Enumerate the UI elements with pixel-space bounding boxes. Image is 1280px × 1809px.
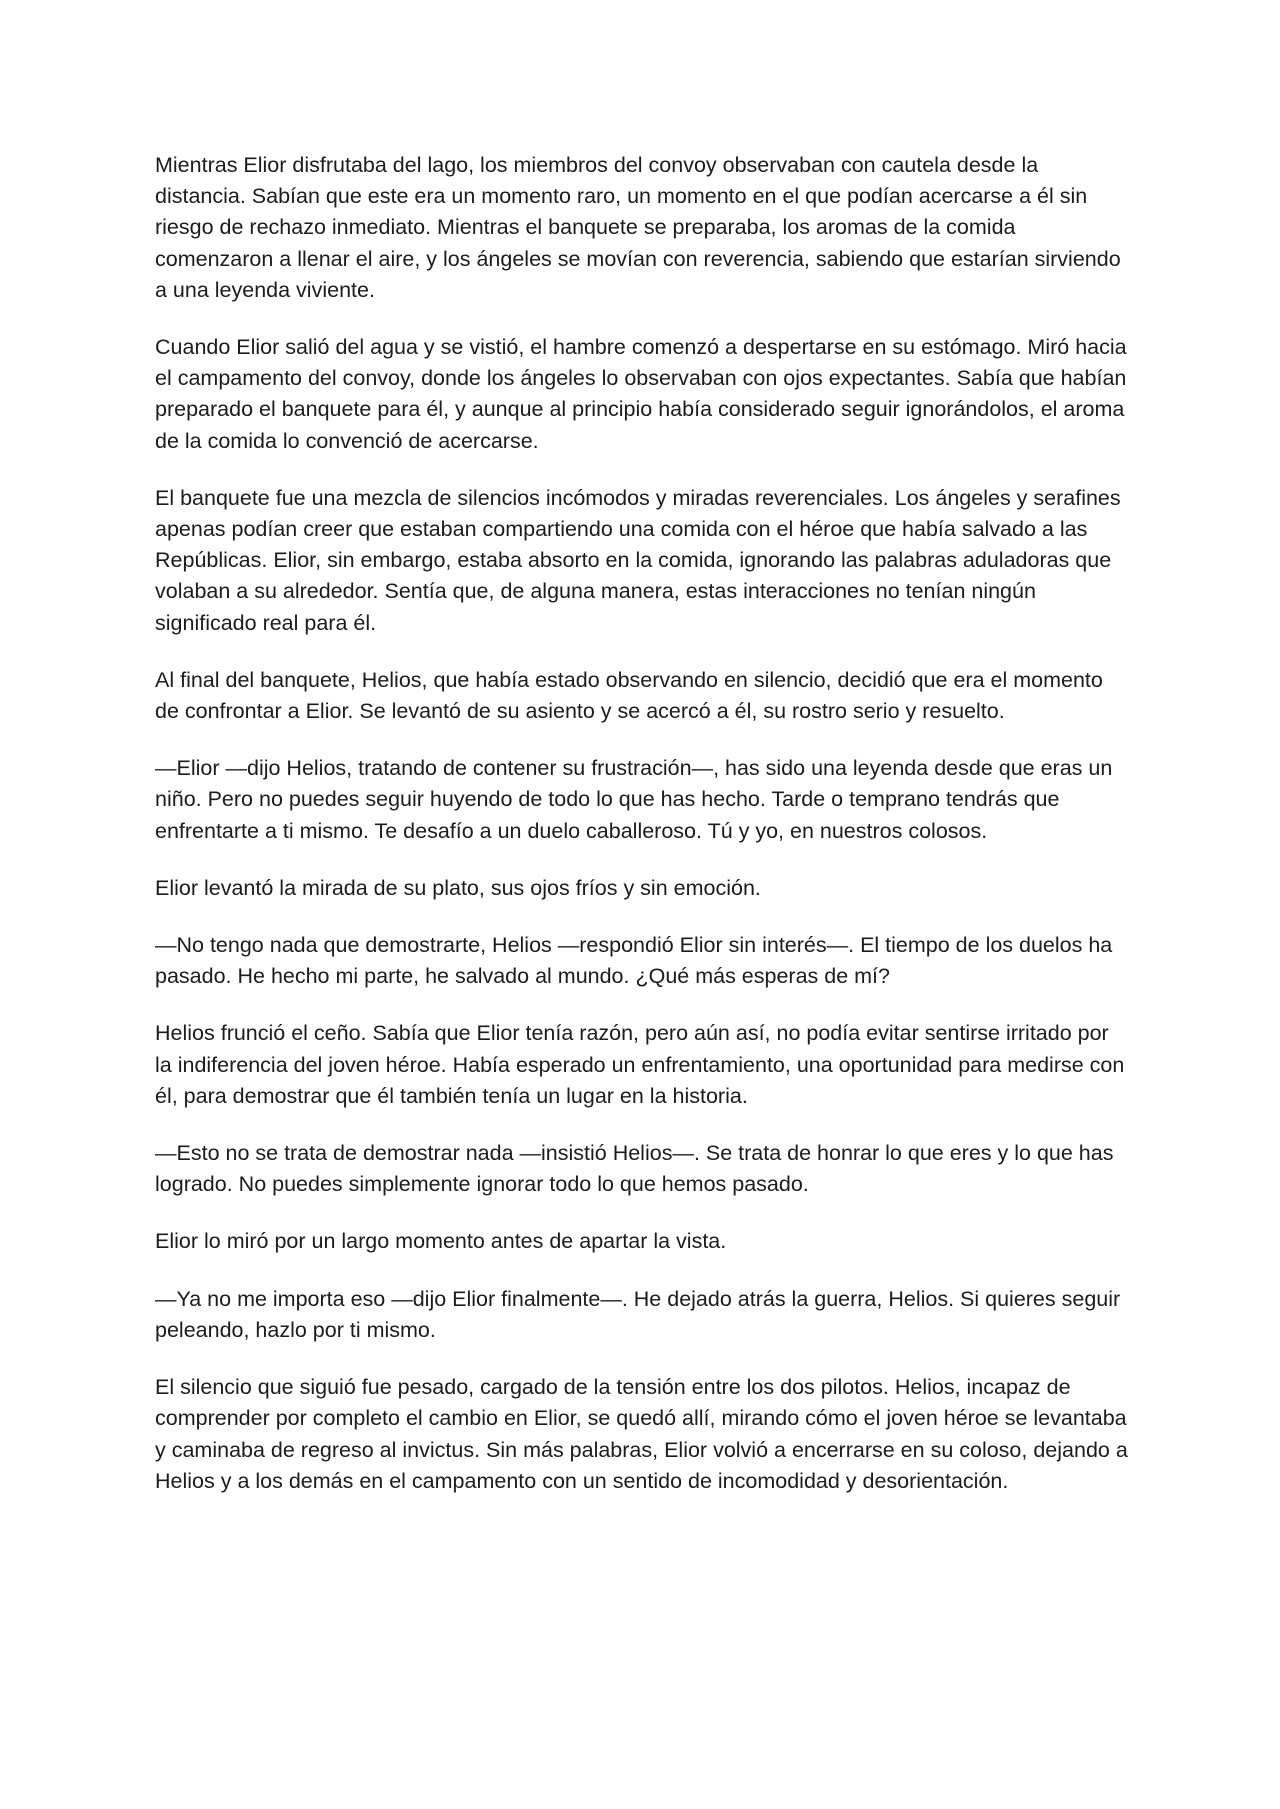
paragraph-12: El silencio que siguió fue pesado, cargado de la tensión entre los dos pilotos. Helios, incapaz de comprender por completo el cambio en Elior, se quedó allí, mirando cómo el joven héroe se levantaba y caminaba de regreso al invictus. Sin más palabras, Elior volvió a encerrarse en su coloso, dejando a Helios y a los demás en el campamento con un sentido de incomodidad y desorientación.: [155, 1375, 1128, 1493]
paragraph-6: Elior levantó la mirada de su plato, sus ojos fríos y sin emoción.: [155, 875, 761, 900]
paragraph-11: —Ya no me importa eso —dijo Elior finalmente—. He dejado atrás la guerra, Helios. Si quieres seguir peleando, hazlo por ti mismo.: [155, 1286, 1121, 1342]
paragraph-4: Al final del banquete, Helios, que había estado observando en silencio, decidió que era el momento de confrontar a Elior. Se levantó de su asiento y se acercó a él, su rostro serio y resuelto.: [155, 667, 1103, 724]
paragraph-1: Mientras Elior disfrutaba del lago, los miembros del convoy observaban con cautela desde la distancia. Sabían que este era un momento raro, un momento en el que podían acercarse a él sin riesgo de rechazo inmediato. Mientras el banquete se preparaba, los aromas de la comida comenzaron a llenar el aire, y los ángeles se movían con reverencia, sabiendo que estarían sirviendo a una leyenda viviente.: [155, 153, 1121, 302]
paragraph-9: —Esto no se trata de demostrar nada —insistió Helios—. Se trata de honrar lo que eres y lo que has logrado. No puedes simplemente ignorar todo lo que hemos pasado.: [155, 1141, 1114, 1197]
paragraph-7: —No tengo nada que demostrarte, Helios —respondió Elior sin interés—. El tiempo de los duelos ha pasado. He hecho mi parte, he salvado al mundo. ¿Qué más esperas de mí?: [155, 933, 1113, 989]
paragraph-10: Elior lo miró por un largo momento antes de apartar la vista.: [155, 1229, 727, 1254]
body-text: [155, 150, 1130, 1523]
paragraph-3: El banquete fue una mezcla de silencios incómodos y miradas reverenciales. Los ángeles y serafines apenas podían creer que estaban compartiendo una comida con el héroe que había salvado a las Repúblicas. Elior, sin embargo, estaba absorto en la comida, ignorando las palabras aduladoras que volaban a su alrededor. Sentía que, de alguna manera, estas interacciones no tenían ningún significado real para él.: [155, 485, 1121, 635]
paragraph-5: —Elior —dijo Helios, tratando de contener su frustración—, has sido una leyenda desde que eras un niño. Pero no puedes seguir huyendo de todo lo que has hecho. Tarde o temprano tendrás que enfrentarte a ti mismo. Te desafío a un duelo caballeroso. Tú y yo, en nuestros colosos.: [155, 756, 1113, 843]
paragraph-2: Cuando Elior salió del agua y se vistió, el hambre comenzó a despertarse en su estómago. Miró hacia el campamento del convoy, donde los ángeles lo observaban con ojos expectantes. Sabía que habían preparado el banquete para él, y aunque al principio había considerado seguir ignorándolos, el aroma de la comida lo convenció de acercarse.: [155, 335, 1127, 453]
paragraph-8: Helios frunció el ceño. Sabía que Elior tenía razón, pero aún así, no podía evitar sentirse irritado por la indiferencia del joven héroe. Había esperado un enfrentamiento, una oportunidad para medirse con él, para demostrar que él también tenía un lugar en la historia.: [155, 1021, 1125, 1108]
